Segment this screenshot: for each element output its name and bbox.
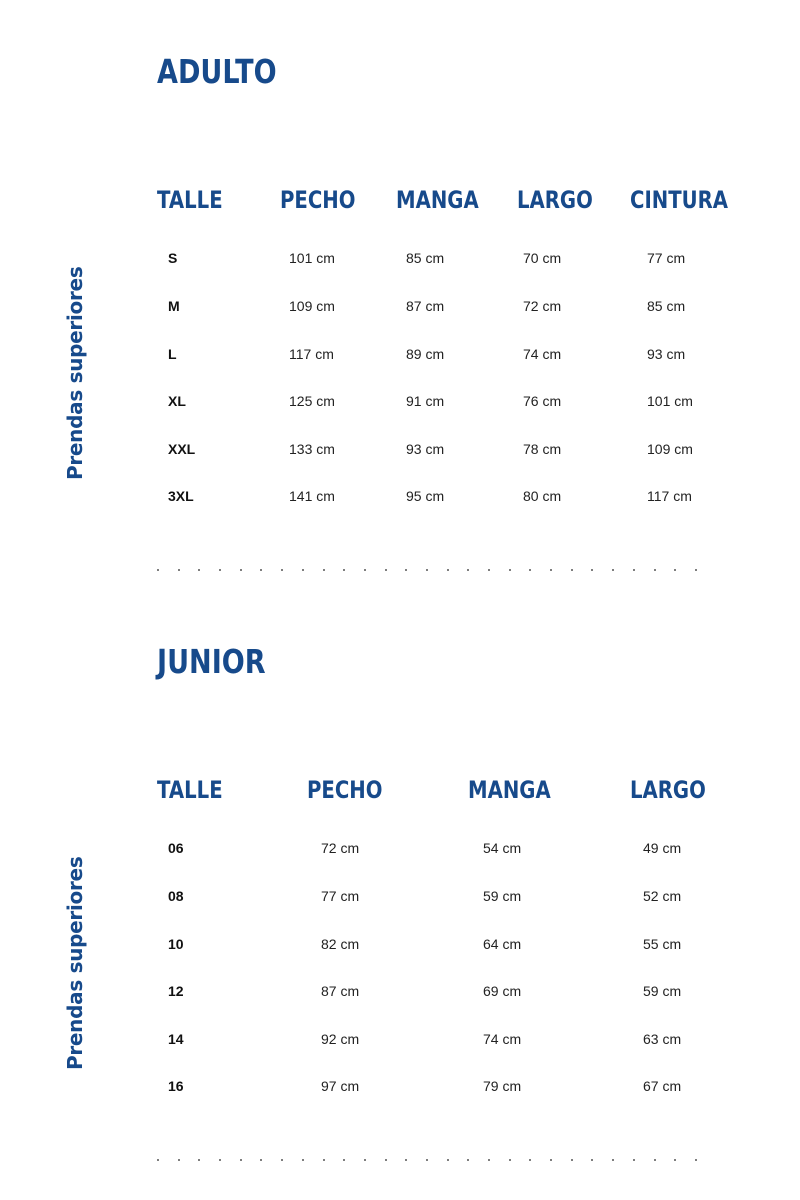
cell-talle: XL: [168, 393, 186, 409]
dotted-divider: [157, 1159, 697, 1161]
cell-manga: 69 cm: [483, 983, 522, 999]
cell-largo: 76 cm: [523, 393, 562, 409]
cell-talle: L: [168, 346, 177, 362]
cell-manga: 87 cm: [406, 298, 445, 314]
cell-largo: 78 cm: [523, 441, 562, 457]
cell-cintura: 101 cm: [647, 393, 693, 409]
divider-dot: [591, 1159, 593, 1161]
cell-pecho: 77 cm: [321, 888, 360, 904]
table-row: [0, 298, 800, 322]
cell-pecho: 109 cm: [289, 298, 335, 314]
divider-dot: [302, 1159, 304, 1161]
header-largo: LARGO: [630, 776, 706, 804]
table-row: [0, 1031, 800, 1055]
cell-talle: 3XL: [168, 488, 194, 504]
divider-dot: [571, 569, 573, 571]
divider-dot: [550, 1159, 552, 1161]
cell-pecho: 125 cm: [289, 393, 335, 409]
divider-dot: [467, 1159, 469, 1161]
cell-talle: S: [168, 250, 178, 266]
table-row: [0, 936, 800, 960]
divider-dot: [488, 1159, 490, 1161]
cell-pecho: 133 cm: [289, 441, 335, 457]
header-manga: MANGA: [396, 186, 479, 214]
table-row: [0, 250, 800, 274]
cell-pecho: 101 cm: [289, 250, 335, 266]
divider-dot: [571, 1159, 573, 1161]
cell-largo: 74 cm: [523, 346, 562, 362]
divider-dot: [302, 569, 304, 571]
cell-largo: 49 cm: [643, 840, 682, 856]
divider-dot: [633, 569, 635, 571]
cell-pecho: 97 cm: [321, 1078, 360, 1094]
cell-manga: 64 cm: [483, 936, 522, 952]
cell-talle: 16: [168, 1078, 184, 1094]
divider-dot: [281, 569, 283, 571]
divider-dot: [178, 569, 180, 571]
cell-manga: 79 cm: [483, 1078, 522, 1094]
header-pecho: PECHO: [307, 776, 383, 804]
divider-dot: [198, 569, 200, 571]
section-adulto: [0, 0, 800, 590]
cell-manga: 74 cm: [483, 1031, 522, 1047]
cell-pecho: 92 cm: [321, 1031, 360, 1047]
header-talle: TALLE: [157, 186, 223, 214]
table-row: [0, 1078, 800, 1102]
table-row: [0, 983, 800, 1007]
cell-talle: 06: [168, 840, 184, 856]
divider-dot: [323, 569, 325, 571]
divider-dot: [405, 1159, 407, 1161]
cell-talle: 10: [168, 936, 184, 952]
divider-dot: [612, 569, 614, 571]
divider-dot: [695, 569, 697, 571]
header-pecho: PECHO: [280, 186, 356, 214]
divider-dot: [157, 569, 159, 571]
divider-dot: [633, 1159, 635, 1161]
cell-largo: 59 cm: [643, 983, 682, 999]
divider-dot: [219, 569, 221, 571]
divider-dot: [219, 1159, 221, 1161]
cell-talle: 08: [168, 888, 184, 904]
side-label: Prendas superiores: [63, 266, 87, 480]
divider-dot: [323, 1159, 325, 1161]
dotted-divider: [157, 569, 697, 571]
divider-dot: [260, 1159, 262, 1161]
cell-largo: 52 cm: [643, 888, 682, 904]
header-talle: TALLE: [157, 776, 223, 804]
divider-dot: [385, 1159, 387, 1161]
section-title: JUNIOR: [157, 642, 266, 681]
table-row: [0, 441, 800, 465]
header-largo: LARGO: [517, 186, 593, 214]
divider-dot: [488, 569, 490, 571]
divider-dot: [240, 569, 242, 571]
side-label: Prendas superiores: [63, 856, 87, 1070]
divider-dot: [509, 569, 511, 571]
header-cintura: CINTURA: [630, 186, 729, 214]
divider-dot: [529, 1159, 531, 1161]
header-manga: MANGA: [468, 776, 551, 804]
divider-dot: [467, 569, 469, 571]
cell-manga: 59 cm: [483, 888, 522, 904]
cell-manga: 85 cm: [406, 250, 445, 266]
divider-dot: [343, 569, 345, 571]
table-row: [0, 393, 800, 417]
divider-dot: [198, 1159, 200, 1161]
cell-pecho: 87 cm: [321, 983, 360, 999]
divider-dot: [240, 1159, 242, 1161]
divider-dot: [281, 1159, 283, 1161]
divider-dot: [426, 1159, 428, 1161]
divider-dot: [343, 1159, 345, 1161]
cell-largo: 55 cm: [643, 936, 682, 952]
table-row: [0, 840, 800, 864]
divider-dot: [591, 569, 593, 571]
divider-dot: [674, 569, 676, 571]
cell-talle: 14: [168, 1031, 184, 1047]
cell-pecho: 117 cm: [289, 346, 334, 362]
divider-dot: [447, 569, 449, 571]
cell-largo: 80 cm: [523, 488, 562, 504]
cell-cintura: 77 cm: [647, 250, 686, 266]
cell-manga: 54 cm: [483, 840, 522, 856]
cell-largo: 63 cm: [643, 1031, 682, 1047]
cell-cintura: 85 cm: [647, 298, 686, 314]
divider-dot: [654, 1159, 656, 1161]
divider-dot: [385, 569, 387, 571]
divider-dot: [529, 569, 531, 571]
cell-pecho: 82 cm: [321, 936, 360, 952]
cell-manga: 95 cm: [406, 488, 445, 504]
table-row: [0, 888, 800, 912]
table-row: [0, 346, 800, 370]
divider-dot: [550, 569, 552, 571]
cell-manga: 93 cm: [406, 441, 445, 457]
cell-manga: 89 cm: [406, 346, 445, 362]
cell-largo: 70 cm: [523, 250, 562, 266]
section-junior: [0, 590, 800, 1180]
divider-dot: [260, 569, 262, 571]
divider-dot: [157, 1159, 159, 1161]
cell-pecho: 141 cm: [289, 488, 335, 504]
divider-dot: [612, 1159, 614, 1161]
cell-cintura: 93 cm: [647, 346, 686, 362]
divider-dot: [364, 1159, 366, 1161]
divider-dot: [178, 1159, 180, 1161]
divider-dot: [426, 569, 428, 571]
cell-talle: 12: [168, 983, 184, 999]
cell-largo: 72 cm: [523, 298, 562, 314]
cell-cintura: 109 cm: [647, 441, 693, 457]
cell-talle: M: [168, 298, 180, 314]
divider-dot: [509, 1159, 511, 1161]
table-row: [0, 488, 800, 512]
cell-largo: 67 cm: [643, 1078, 682, 1094]
section-title: ADULTO: [157, 52, 277, 91]
divider-dot: [364, 569, 366, 571]
cell-cintura: 117 cm: [647, 488, 692, 504]
divider-dot: [654, 569, 656, 571]
divider-dot: [405, 569, 407, 571]
cell-manga: 91 cm: [406, 393, 445, 409]
divider-dot: [695, 1159, 697, 1161]
divider-dot: [674, 1159, 676, 1161]
cell-pecho: 72 cm: [321, 840, 360, 856]
cell-talle: XXL: [168, 441, 196, 457]
divider-dot: [447, 1159, 449, 1161]
